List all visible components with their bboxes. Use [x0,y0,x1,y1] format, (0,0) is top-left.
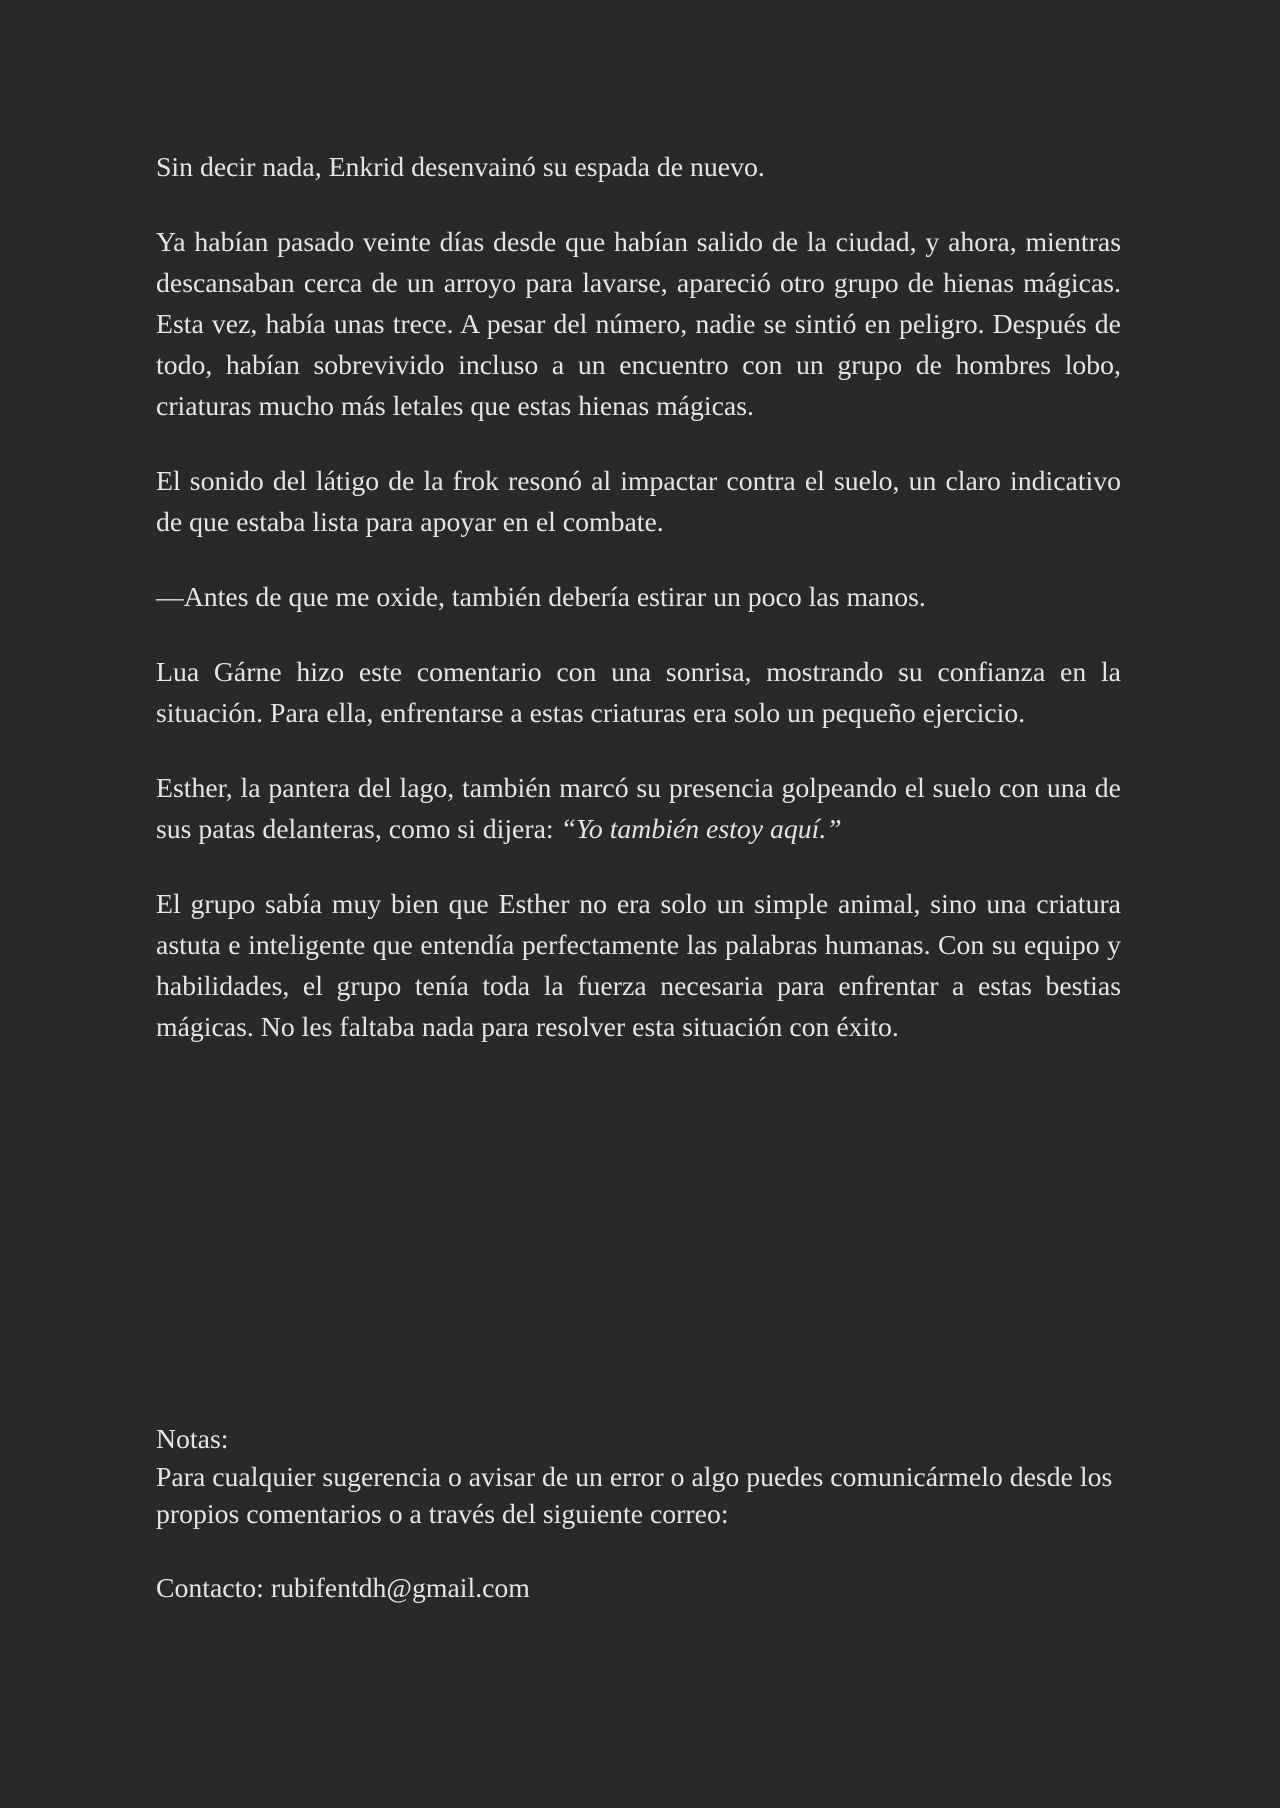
notes-label: Notas: [156,1424,229,1455]
paragraph-6 [156,768,1121,850]
paragraph-2: Ya habían pasado veinte días desde que habían salido de la ciudad, y ahora, mientras descansaban cerca de un arroyo para lavarse, apareció otro grupo de hienas mágicas. Esta vez, había unas trece. A pesar del número, nadie se sintió en peligro. Después de todo, habían sobrevivido incluso a un encuentro con un grupo de hombres lobo, criaturas mucho más letales que estas hienas mágicas. [156,227,1121,422]
paragraph-6-italic-quote: “Yo también estoy aquí.” [560,814,842,845]
paragraph-5: Lua Gárne hizo este comentario con una sonrisa, mostrando su confianza en la situación. Para ella, enfrentarse a estas criaturas era solo un pequeño ejercicio. [156,657,1121,729]
notes-line-1: Para cualquier sugerencia o avisar de un error o algo puedes comunicármelo desde los [156,1461,1113,1493]
paragraph-3: El sonido del látigo de la frok resonó al impactar contra el suelo, un claro indicativo de que estaba lista para apoyar en el combate. [156,466,1121,538]
document-text-column [156,147,1121,1607]
paragraph-7: El grupo sabía muy bien que Esther no era solo un simple animal, sino una criatura astuta e inteligente que entendía perfectamente las palabras humanas. Con su equipo y habilidades, el grupo tenía toda la fuerza necesaria para enfrentar a estas bestias mágicas. No les faltaba nada para resolver esta situación con éxito. [156,889,1121,1043]
notes-line-2: propios comentarios o a través del siguiente correo: [156,1499,729,1530]
notes-section [156,1421,1121,1607]
paragraph-1: Sin decir nada, Enkrid desenvainó su espada de nuevo. [156,152,765,183]
paragraph-6-text: Esther, la pantera del lago, también marcó su presencia golpeando el suelo con una de sus patas delanteras, como si dijera: [156,773,1121,845]
contact-email-line: Contacto: rubifentdh@gmail.com [156,1572,530,1604]
paragraph-4-dialogue: —Antes de que me oxide, también debería estirar un poco las manos. [156,582,926,613]
